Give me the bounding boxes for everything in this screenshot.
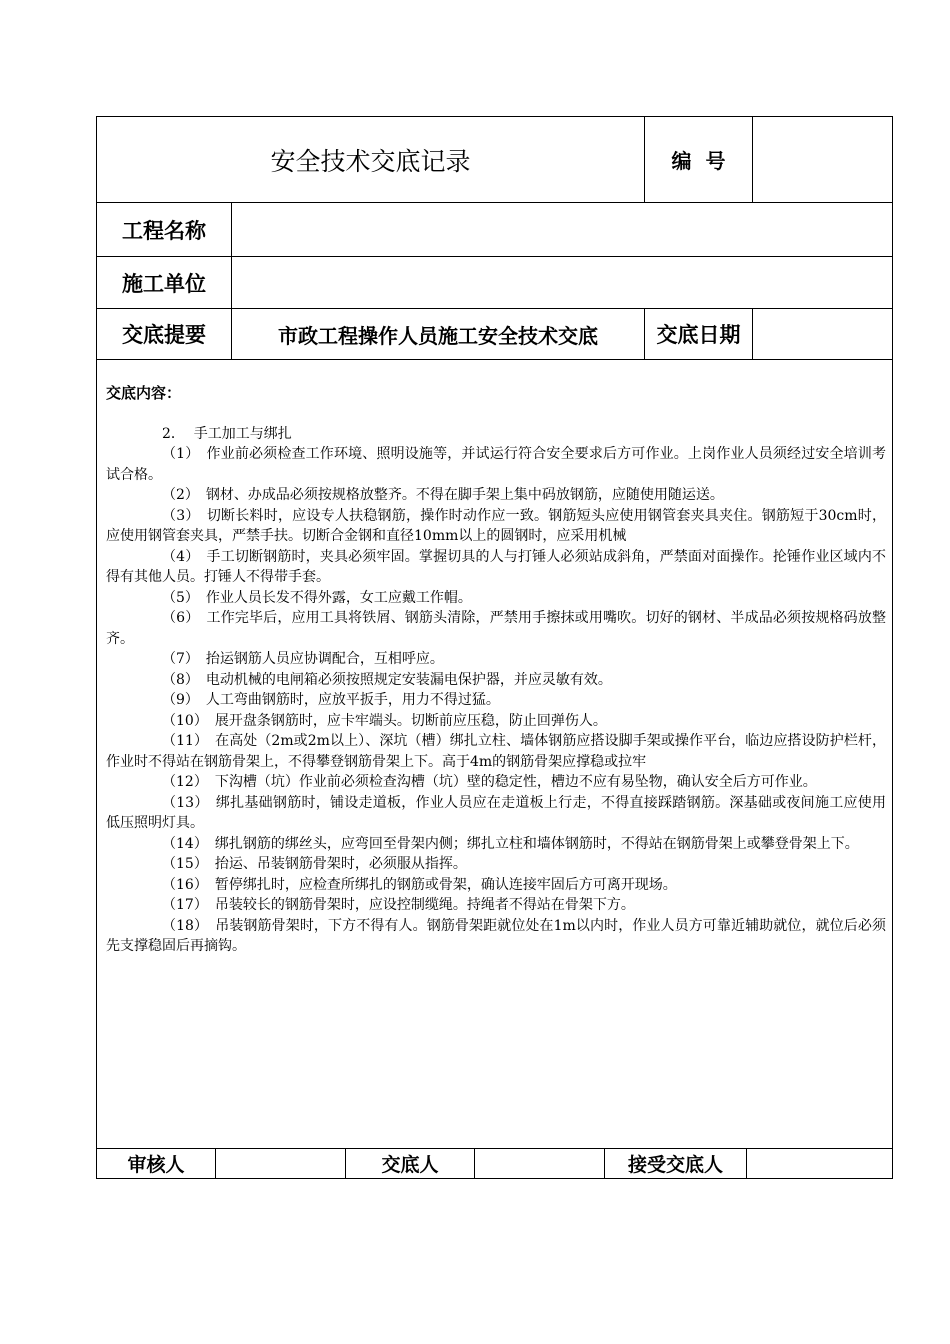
date-field[interactable]	[753, 309, 892, 359]
content-item: （10） 展开盘条钢筋时，应卡牢端头。切断前应压稳，防止回弹伤人。	[162, 712, 607, 729]
construction-unit-label: 施工单位	[122, 271, 206, 296]
content-item: （7） 抬运钢筋人员应协调配合，互相呼应。	[162, 651, 444, 667]
content-item: （17） 吊装较长的钢筋骨架时，应设控制缆绳。持绳者不得站在骨架下方。	[162, 897, 635, 913]
content-item: （12） 下沟槽（坑）作业前必须检查沟槽（坑）壁的稳定性，槽边不应有易坠物，确认安全后方可作业。	[162, 774, 817, 790]
content-item: （9） 人工弯曲钢筋时，应放平扳手，用力不得过猛。	[162, 692, 500, 708]
content-item: （18） 吊装钢筋骨架时，下方不得有人。钢筋骨架距就位处在1m以内时，作业人员方可靠近辅助就位，就位后必须先支撑稳固后再摘钩。	[106, 917, 886, 954]
content-item: （1） 作业前必须检查工作环境、照明设施等，并试运行符合安全要求后方可作业。上岗作业人员须经过安全培训考试合格。	[106, 446, 886, 483]
content-item: （3） 切断长料时，应设专人扶稳钢筋，操作时动作应一致。钢筋短头应使用钢管套夹具夹住。钢筋短于30cm时，应使用钢管套夹具，严禁手扶。切断合金钢和直径10mm以上的圆钢时，应采用机械	[106, 507, 886, 544]
content-item: （4） 手工切断钢筋时，夹具必须牢固。掌握切具的人与打锤人必须站成斜角，严禁面对面操作。抡锤作业区域内不得有其他人员。打锤人不得带手套。	[106, 548, 886, 585]
reviewer-field[interactable]	[216, 1149, 345, 1178]
construction-unit-field[interactable]	[232, 257, 892, 308]
presenter-field[interactable]	[475, 1149, 604, 1178]
content-item: （6） 工作完毕后，应用工具将铁屑、钢筋头清除，严禁用手擦抹或用嘴吹。切好的钢材、半成品必须按规格码放整齐。	[106, 610, 886, 647]
date-label: 交底日期	[656, 323, 741, 347]
content-body	[106, 383, 886, 957]
section-heading: 2． 手工加工与绑扎	[162, 425, 292, 442]
receiver-label: 接受交底人	[627, 1154, 723, 1176]
number-field[interactable]	[753, 117, 892, 202]
content-item: （13） 绑扎基础钢筋时，铺设走道板，作业人员应在走道板上行走，不得直接踩踏钢筋。深基础或夜间施工应使用低压照明灯具。	[106, 794, 886, 831]
reviewer-label: 审核人	[127, 1154, 185, 1176]
content-item: （11） 在高处（2m或2m以上）、深坑（槽）绑扎立柱、墙体钢筋应搭设脚手架或操作平台，临边应搭设防护栏杆，作业时不得站在钢筋骨架上，不得攀登钢筋骨架上下。高于4m的钢筋骨架应撑稳或拉牢	[106, 733, 886, 770]
content-item: （14） 绑扎钢筋的绑丝头，应弯回至骨架内侧；绑扎立柱和墙体钢筋时，不得站在钢筋骨架上或攀登骨架上下。	[162, 835, 859, 852]
content-item: （16） 暂停绑扎时，应检查所绑扎的钢筋或骨架，确认连接牢固后方可离开现场。	[162, 876, 677, 893]
project-name-label: 工程名称	[122, 218, 206, 243]
receiver-field[interactable]	[747, 1149, 892, 1178]
project-name-field[interactable]	[232, 203, 892, 256]
summary-value: 市政工程操作人员施工安全技术交底	[278, 323, 598, 348]
page-title: 安全技术交底记录	[270, 146, 471, 176]
content-item: （8） 电动机械的电闸箱必须按照规定安装漏电保护器，并应灵敏有效。	[162, 671, 612, 688]
content-item: （5） 作业人员长发不得外露，女工应戴工作帽。	[162, 589, 472, 606]
content-item: （15） 抬运、吊装钢筋骨架时，必须服从指挥。	[162, 856, 467, 872]
content-label: 交底内容：	[106, 384, 182, 402]
summary-label: 交底提要	[122, 323, 206, 347]
content-item: （2） 钢材、办成品必须按规格放整齐。不得在脚手架上集中码放钢筋，应随使用随运送。	[162, 487, 724, 503]
number-label: 编 号	[671, 149, 726, 173]
presenter-label: 交底人	[381, 1154, 439, 1176]
